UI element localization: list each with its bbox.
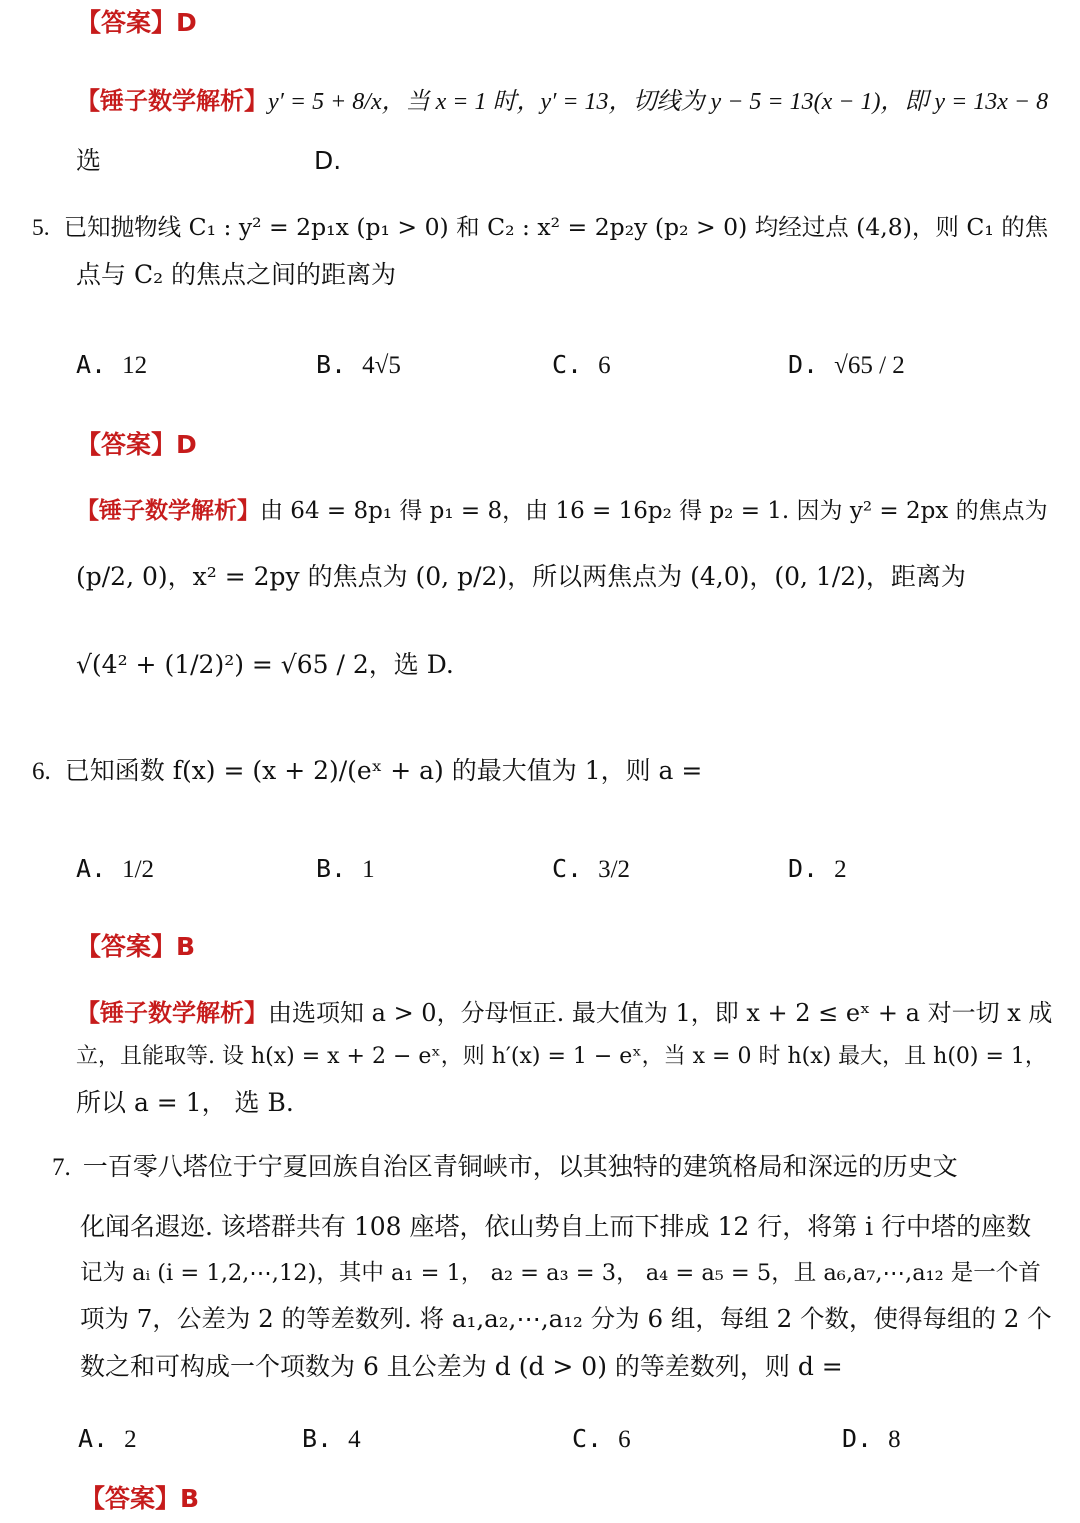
question-stem: 点与 C₂ 的焦点之间的距离为 bbox=[76, 260, 397, 289]
option-label: B. bbox=[302, 1424, 333, 1453]
q7-stem-line5 bbox=[80, 1350, 843, 1384]
analysis-text: 由 64 = 8p₁ 得 p₁ = 8，由 16 = 16p₂ 得 p₂ = 1. 因为 y² = 2px 的焦点为 bbox=[260, 498, 1048, 524]
q6-analysis-line3 bbox=[76, 1086, 294, 1120]
option-label: D. bbox=[788, 854, 819, 883]
analysis-text: 由选项知 a > 0，分母恒正. 最大值为 1，即 x + 2 ≤ eˣ + a 对一切 x 成 bbox=[268, 999, 1053, 1027]
q5-stem-line1 bbox=[32, 210, 1048, 245]
option-label: D. bbox=[788, 350, 819, 379]
q6-option-b bbox=[316, 852, 375, 887]
option-text: 6 bbox=[598, 352, 611, 379]
option-label: A. bbox=[76, 854, 107, 883]
analysis-q4-choice bbox=[314, 144, 341, 178]
analysis-q4-line2 bbox=[76, 144, 101, 178]
answer-value: B bbox=[176, 932, 196, 961]
question-number: 5. bbox=[32, 215, 50, 241]
question-stem: 记为 aᵢ (i = 1,2,⋯,12)，其中 a₁ = 1， a₂ = a₃ = 3， a₄ = a₅ = 5，且 a₆,a₇,⋯,a₁₂ 是一个首 bbox=[80, 1260, 1041, 1286]
question-stem: 已知抛物线 C₁ : y² = 2p₁x (p₁ > 0) 和 C₂ : x² = 2p₂y (p₂ > 0) 均经过点 (4,8)，则 C₁ 的焦 bbox=[63, 213, 1049, 241]
answer-q4 bbox=[76, 6, 197, 40]
q5-option-c bbox=[552, 348, 611, 383]
option-text: 8 bbox=[888, 1426, 901, 1453]
option-text: 6 bbox=[618, 1426, 631, 1453]
answer-tag: 【答案】 bbox=[76, 430, 177, 459]
answer-value: B bbox=[180, 1484, 200, 1513]
analysis-text: y′ = 5 + 8/x，当 x = 1 时，y′ = 13，切线为 y − 5 = 13(x − 1)，即 y = 13x − 8 bbox=[268, 89, 1049, 115]
option-text: 2 bbox=[124, 1426, 137, 1453]
analysis-tag: 【锤子数学解析】 bbox=[76, 498, 260, 524]
analysis-text: 立，且能取等. 设 h(x) = x + 2 − eˣ，则 h′(x) = 1 − eˣ，当 x = 0 时 h(x) 最大，且 h(0) = 1， bbox=[76, 1044, 1047, 1069]
analysis-tag: 【锤子数学解析】 bbox=[76, 999, 268, 1027]
q7-option-c bbox=[572, 1422, 631, 1457]
option-text: 1 bbox=[362, 856, 375, 883]
option-label: C. bbox=[572, 1424, 603, 1453]
q7-option-b bbox=[302, 1422, 361, 1457]
q7-answer bbox=[80, 1482, 199, 1516]
q7-stem-line4 bbox=[80, 1302, 1052, 1336]
option-text: √65 / 2 bbox=[834, 352, 905, 379]
q7-option-d bbox=[842, 1422, 901, 1457]
question-number: 6. bbox=[32, 758, 51, 785]
q6-option-c bbox=[552, 852, 630, 887]
q7-option-a bbox=[78, 1422, 137, 1457]
choose-label: 选 bbox=[76, 146, 102, 175]
q5-analysis-line2 bbox=[76, 560, 966, 594]
question-stem: 项为 7，公差为 2 的等差数列. 将 a₁,a₂,⋯,a₁₂ 分为 6 组，每组 2 个数，使得每组的 2 个 bbox=[80, 1304, 1052, 1333]
option-label: C. bbox=[552, 350, 583, 379]
question-number: 7. bbox=[52, 1154, 71, 1181]
option-label: A. bbox=[76, 350, 107, 379]
question-stem: 一百零八塔位于宁夏回族自治区青铜峡市，以其独特的建筑格局和深远的历史文 bbox=[82, 1152, 958, 1181]
answer-value: D bbox=[176, 430, 197, 459]
q5-stem-line2 bbox=[76, 258, 396, 292]
answer-tag: 【答案】 bbox=[76, 8, 177, 37]
option-label: A. bbox=[78, 1424, 109, 1453]
option-text: 12 bbox=[122, 352, 148, 379]
q5-option-b bbox=[316, 348, 401, 383]
option-label: D. bbox=[842, 1424, 873, 1453]
option-text: 1/2 bbox=[122, 856, 155, 883]
question-stem: 已知函数 f(x) = (x + 2)/(eˣ + a) 的最大值为 1，则 a = bbox=[64, 756, 703, 785]
analysis-tag: 【锤子数学解析】 bbox=[76, 87, 268, 115]
q7-stem-line3 bbox=[80, 1256, 1041, 1290]
question-stem: 数之和可构成一个项数为 6 且公差为 d (d > 0) 的等差数列，则 d = bbox=[80, 1352, 843, 1381]
q6-answer bbox=[76, 930, 195, 964]
option-text: 4√5 bbox=[362, 352, 401, 379]
analysis-text: 所以 a = 1， 选 B. bbox=[76, 1088, 294, 1117]
q5-analysis-line3 bbox=[76, 648, 454, 682]
q7-stem-line1 bbox=[52, 1150, 958, 1185]
question-stem: 化闻名遐迩. 该塔群共有 108 座塔，依山势自上而下排成 12 行，将第 i 行中塔的座数 bbox=[80, 1212, 1032, 1241]
q6-analysis-line2 bbox=[76, 1040, 1047, 1074]
analysis-text: √(4² + (1/2)²) = √65 / 2，选 D. bbox=[76, 650, 454, 679]
analysis-q4 bbox=[76, 84, 1048, 119]
q5-answer bbox=[76, 428, 197, 462]
answer-tag: 【答案】 bbox=[76, 932, 177, 961]
q6-option-a bbox=[76, 852, 154, 887]
choose-value: D. bbox=[314, 146, 342, 175]
analysis-text: (p/2, 0)，x² = 2py 的焦点为 (0, p/2)，所以两焦点为 (4,0)，(0, 1/2)，距离为 bbox=[76, 562, 966, 591]
q6-option-d bbox=[788, 852, 847, 887]
answer-value: D bbox=[176, 8, 197, 37]
option-text: 2 bbox=[834, 856, 847, 883]
q5-option-a bbox=[76, 348, 147, 383]
q5-option-d bbox=[788, 348, 905, 383]
option-label: C. bbox=[552, 854, 583, 883]
q6-analysis-line1 bbox=[76, 996, 1052, 1030]
q7-stem-line2 bbox=[80, 1210, 1031, 1244]
q5-analysis-line1 bbox=[76, 494, 1048, 528]
option-label: B. bbox=[316, 854, 347, 883]
option-label: B. bbox=[316, 350, 347, 379]
answer-tag: 【答案】 bbox=[80, 1484, 181, 1513]
q6-stem bbox=[32, 754, 702, 789]
option-text: 3/2 bbox=[598, 856, 631, 883]
option-text: 4 bbox=[348, 1426, 361, 1453]
